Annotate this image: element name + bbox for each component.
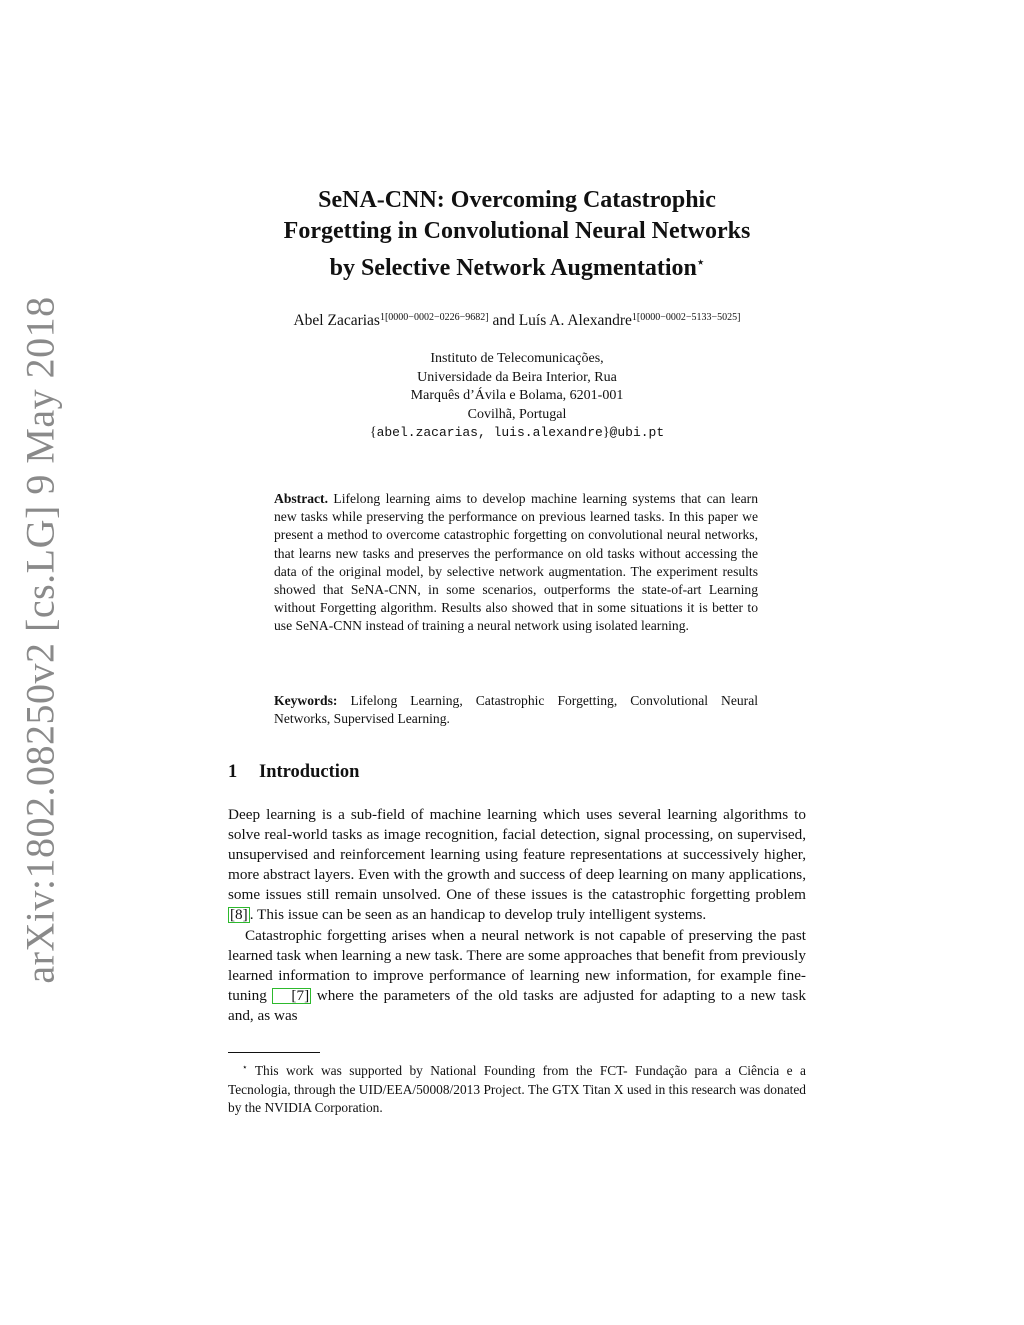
affiliation-line-3: Marquês d’Ávila e Bolama, 6201-001 [410, 388, 624, 403]
title-line-3-text: by Selective Network Augmentation [329, 255, 697, 281]
author-name-1: Abel Zacarias [293, 312, 380, 329]
footnote [228, 1058, 806, 1118]
author-orcid-2: 1[0000−0002−5133−5025] [631, 312, 741, 323]
section-number: 1 [228, 762, 238, 782]
paragraph-1-end: . This issue can be seen as an handicap to develop truly intelligent systems. [249, 906, 707, 924]
citation-link-8[interactable]: [8] [230, 906, 248, 924]
keywords-label: Keywords: [274, 693, 338, 708]
abstract-label: Abstract. [274, 491, 328, 506]
title-line-3 [228, 247, 806, 284]
footnote-text: This work was supported by National Founding from the FCT- Fundação para a Ciência e a Tecnologia, through the UID/EEA/50008/2013 Project. The GTX Titan X used in this research was donated by the NVIDIA Corporation. [228, 1063, 806, 1115]
email-domain: @ubi.pt [609, 425, 665, 440]
affiliation-line-2: Universidade da Beira Interior, Rua [417, 369, 617, 385]
title-line-1: SeNA-CNN: Overcoming Catastrophic [318, 187, 716, 213]
author-emails [228, 424, 806, 443]
email-usernames: abel.zacarias, luis.alexandre [376, 425, 603, 440]
email-brace-close: } [602, 425, 610, 440]
affiliation-line-4: Covilhã, Portugal [467, 406, 567, 422]
affiliation-line-1: Instituto de Telecomunicações, [430, 351, 604, 366]
section-heading [228, 762, 806, 783]
paragraph-2 [228, 926, 806, 1026]
citation-link-7[interactable]: [7] [272, 988, 311, 1004]
author-conjunction: and [488, 312, 519, 329]
email-brace-open: { [369, 425, 377, 440]
title-footnote-mark: ⋆ [696, 255, 705, 269]
paragraph-1-text: Deep learning is a sub-field of machine learning which uses several learning algorithms to solve real-world tasks as image recognition, facial detection, signal processing, on supervised, unsupervised and reinforcement learning using feature representations at successively higher, more abstract layers. Even with the growth and success of deep learning on many applications, some issues still remain unsolved. One of these issues is the catastrophic forgetting problem [228, 806, 806, 904]
author-name-2: Luís A. Alexandre [518, 312, 632, 329]
affiliation [228, 350, 806, 443]
abstract-text: Lifelong learning aims to develop machine learning systems that can learn new tasks while preserving the performance on previous learned tasks. In this paper we present a method to overcome catastrophic forgetting on convolutional neural networks, that learns new tasks and preserves the performance on old tasks without accessing the data of the original model, by selective network augmentation. The experiment results showed that SeNA-CNN, in some scenarios, outperforms the state-of-art Learning without Forgetting algorithm. Results also showed that in some situations it is better to use SeNA-CNN instead of training a neural network using isolated learning. [274, 491, 758, 634]
paragraph-2-end: where the parameters of the old tasks are adjusted for adapting to a new task and, as was [228, 986, 806, 1024]
footnote-divider [228, 1052, 320, 1053]
keywords [274, 692, 758, 728]
paragraph-1 [228, 805, 806, 926]
body-text [228, 805, 806, 1026]
author-orcid-1: 1[0000−0002−0226−9682] [379, 312, 489, 323]
keywords-text: Lifelong Learning, Catastrophic Forgetting, Convolutional Neural Networks, Supervised Learning. [274, 693, 759, 727]
footnote-mark: ⋆ [242, 1062, 248, 1072]
section-title: Introduction [259, 762, 360, 782]
author-list [228, 312, 806, 330]
paper-title [228, 185, 806, 284]
title-line-2: Forgetting in Convolutional Neural Networks [283, 218, 751, 244]
arxiv-identifier: arXiv:1802.08250v2 [cs.LG] 9 May 2018 [17, 296, 63, 984]
paragraph-2-text: Catastrophic forgetting arises when a neural network is not capable of preserving the past learned task when learning a new task. There are some approaches that benefit from previously learned information to improve performance of learning new information, for example fine-tuning [228, 926, 806, 1004]
abstract [274, 490, 758, 636]
